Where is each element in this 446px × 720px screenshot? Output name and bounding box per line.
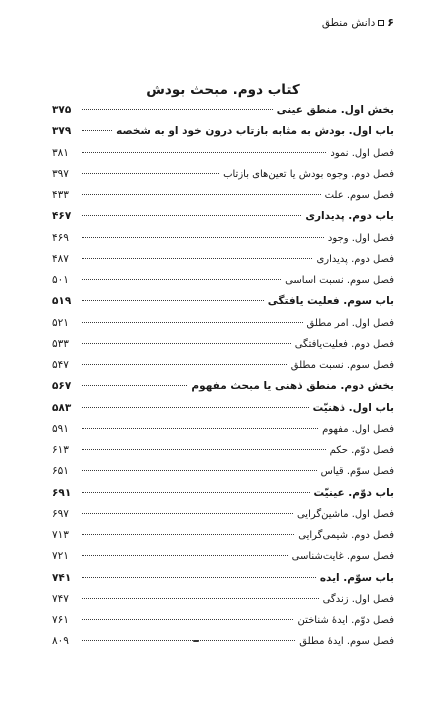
dot-leader <box>82 364 287 365</box>
toc-entry-title: فصل اول. مفهوم <box>322 423 394 435</box>
toc-entry <box>52 355 394 376</box>
toc-page-number: ۷۱۳ <box>52 529 69 541</box>
toc-entry <box>52 143 394 164</box>
dot-leader <box>82 194 321 195</box>
toc-page-number: ۴۶۷ <box>52 210 72 223</box>
toc-entry <box>52 313 394 334</box>
toc-entry <box>52 461 394 482</box>
toc-page-number: ۴۶۹ <box>52 231 69 244</box>
dot-leader <box>82 470 317 471</box>
dot-leader <box>82 173 219 174</box>
toc-page-number: ۵۸۳ <box>52 401 72 414</box>
toc-entry <box>52 228 394 249</box>
toc-entry-title: فصل اول. زندگی <box>322 593 394 605</box>
toc-entry-title: فصل دوم. شیمی‌گرایی <box>298 530 394 541</box>
toc-page-number: ۵۲۱ <box>52 316 69 329</box>
toc-entry-title: فصل اول. امر مطلق <box>306 317 394 329</box>
toc-entry-title: باب دوّم. عینیّت <box>313 486 394 499</box>
toc-entry-title: فصل دوّم. حکم <box>329 445 394 456</box>
toc-page-number: ۷۴۱ <box>52 571 72 584</box>
dot-leader <box>82 577 316 578</box>
toc-entry <box>52 546 394 567</box>
toc-entry <box>52 270 394 291</box>
dot-leader <box>82 449 326 450</box>
toc-page-number: ۷۴۷ <box>52 592 69 605</box>
toc-entry-title: فصل سوم. ایدهٔ مطلق <box>299 636 394 648</box>
toc-page-number: ۳۹۷ <box>52 167 69 180</box>
dot-leader <box>82 640 295 641</box>
dot-leader <box>82 237 324 238</box>
toc-entry <box>52 249 394 270</box>
dot-leader <box>82 619 293 620</box>
dot-leader <box>82 279 281 280</box>
toc-entry-title: بخش دوم. منطق ذهنی یا مبحث مفهوم <box>191 380 394 393</box>
dot-leader <box>82 534 294 535</box>
toc-entry <box>52 419 394 440</box>
dot-leader <box>82 215 301 216</box>
toc-entry-title: بخش اول. منطق عینی <box>276 104 394 116</box>
running-header <box>322 16 394 29</box>
toc-entry-title: فصل سوم. غایت‌شناسی <box>291 551 394 563</box>
toc-page-number: ۴۳۳ <box>52 189 69 201</box>
toc-page-number: ۷۶۱ <box>52 614 69 626</box>
toc-entry-title: باب اول. بودش به مثابه بازتاب درون خود او به شخصه <box>116 125 394 138</box>
toc-entry-title: فصل سوم. علت <box>324 190 394 201</box>
toc-page-number: ۶۹۱ <box>52 486 72 499</box>
dot-leader <box>82 598 319 599</box>
dot-leader <box>82 385 187 386</box>
toc-page-number: ۵۹۱ <box>52 422 69 435</box>
toc-page-number: ۶۹۷ <box>52 507 69 520</box>
toc-entry <box>52 100 394 121</box>
toc-entry <box>52 185 394 206</box>
toc-entry <box>52 376 394 397</box>
header-page-number: ۶ <box>387 16 394 29</box>
dot-leader <box>82 109 273 110</box>
toc-page-number: ۸۰۹ <box>52 635 69 648</box>
dot-leader <box>82 258 312 259</box>
toc-entry <box>52 631 394 652</box>
toc-page-number: ۶۵۱ <box>52 465 69 478</box>
toc-entry-title: باب سوّم. ایده <box>319 571 394 584</box>
toc-entry <box>52 121 394 142</box>
toc-page-number: ۳۸۱ <box>52 146 69 159</box>
dot-leader <box>82 322 303 323</box>
toc-page-number: ۵۴۷ <box>52 359 69 371</box>
toc-page-number: ۶۱۳ <box>52 444 69 456</box>
toc-entry-title: فصل دوم. فعلیت‌یافتگی <box>294 338 394 350</box>
toc-page-number: ۵۳۳ <box>52 337 69 350</box>
toc-entry <box>52 483 394 504</box>
toc-entry-title: فصل دوم. پدیداری <box>316 253 394 265</box>
dot-leader <box>82 492 310 493</box>
toc-entry <box>52 589 394 610</box>
toc-entry-title: فصل سوم. نسبت مطلق <box>290 360 394 371</box>
toc-page-number: ۳۷۹ <box>52 125 72 138</box>
toc-entry <box>52 440 394 461</box>
header-book-name: دانش منطق <box>321 16 376 29</box>
toc-page-number: ۵۶۷ <box>52 380 72 393</box>
toc-entry <box>52 164 394 185</box>
toc-entry-title: باب سوم. فعلیت یافتگی <box>267 295 394 308</box>
toc-entry <box>52 504 394 525</box>
dot-leader <box>82 428 318 429</box>
table-of-contents <box>52 100 394 653</box>
dot-leader <box>82 130 112 131</box>
toc-entry-title: باب اول. ذهنیّت <box>312 401 394 414</box>
toc-entry <box>52 291 394 312</box>
dot-leader <box>82 300 264 301</box>
toc-page-number: ۵۱۹ <box>52 295 72 308</box>
toc-entry <box>52 568 394 589</box>
square-ornament-icon <box>378 20 384 26</box>
dot-leader <box>82 555 288 556</box>
toc-entry-title: فصل سوم. نسبت اساسی <box>285 275 394 286</box>
toc-entry <box>52 334 394 355</box>
toc-entry-title: فصل دوّم. ایدهٔ شناختن <box>297 615 394 626</box>
toc-entry <box>52 398 394 419</box>
dot-leader <box>82 152 326 153</box>
toc-entry-title: فصل اول. نمود <box>330 147 394 159</box>
toc-entry-title: باب دوم. پدیداری <box>305 210 394 223</box>
print-mark <box>193 640 199 642</box>
dot-leader <box>82 407 309 408</box>
dot-leader <box>82 513 293 514</box>
dot-leader <box>82 343 291 344</box>
toc-page-number: ۷۲۱ <box>52 550 69 563</box>
toc-page-number: ۵۰۱ <box>52 274 69 286</box>
toc-entry-title: فصل دوم. وجوه بودش یا تعین‌های بازتاب <box>223 168 394 180</box>
toc-entry <box>52 525 394 546</box>
toc-page-number: ۴۸۷ <box>52 252 69 265</box>
toc-entry <box>52 206 394 227</box>
toc-entry-title: فصل سوّم. قیاس <box>320 466 394 478</box>
toc-entry-title: فصل اول. ماشین‌گرایی <box>296 508 394 520</box>
toc-entry <box>52 610 394 631</box>
toc-page-number: ۳۷۵ <box>52 104 72 116</box>
toc-entry-title: فصل اول. وجود <box>327 232 394 244</box>
section-title: کتاب دوم. مبحث بودش <box>146 82 300 98</box>
